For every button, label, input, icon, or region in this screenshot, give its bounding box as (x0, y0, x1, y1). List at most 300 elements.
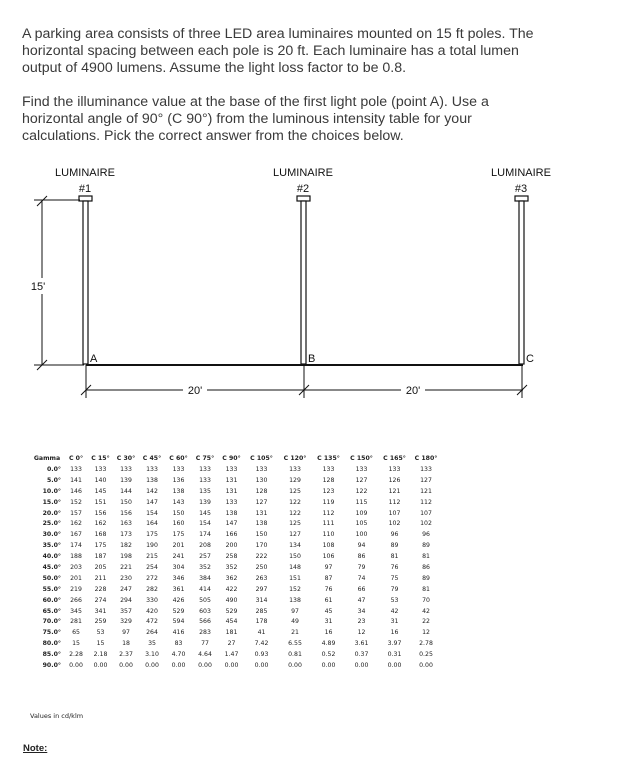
intensity-cell: 241 (172, 553, 185, 561)
intensity-cell: 352 (199, 563, 211, 571)
intensity-cell: 128 (255, 487, 268, 495)
intensity-cell: 12 (357, 629, 366, 637)
intensity-cell: 283 (199, 629, 211, 637)
intensity-cell: 133 (120, 465, 132, 473)
intensity-cell: 4.89 (321, 640, 336, 648)
intensity-cell: 42 (390, 607, 399, 615)
point-a-label: A (90, 353, 98, 365)
intensity-cell: 361 (172, 585, 185, 593)
intensity-cell: 198 (120, 553, 132, 561)
intensity-cell: 145 (94, 487, 107, 495)
table-row (30, 464, 441, 475)
intensity-cell: 4.64 (198, 651, 212, 659)
intensity-cell: 86 (422, 563, 430, 571)
intensity-cell: 0.00 (288, 661, 302, 669)
gamma-cell: 45.0° (42, 563, 61, 571)
intensity-cell: 139 (120, 476, 132, 484)
intensity-cell: 274 (94, 596, 107, 604)
intensity-cell: 203 (70, 563, 82, 571)
intensity-cell: 272 (146, 574, 158, 582)
intensity-cell: 221 (120, 563, 132, 571)
intensity-cell: 150 (172, 509, 185, 517)
intensity-cell: 41 (257, 629, 266, 637)
gamma-cell: 70.0° (42, 618, 61, 626)
intensity-cell: 144 (120, 487, 132, 495)
intensity-cell: 122 (289, 509, 301, 517)
intensity-cell: 147 (146, 498, 158, 506)
intensity-cell: 219 (70, 585, 82, 593)
intensity-cell: 122 (289, 498, 301, 506)
intensity-cell: 75 (390, 574, 399, 582)
intensity-cell: 150 (120, 498, 132, 506)
intensity-cell: 105 (355, 520, 368, 528)
intensity-cell: 81 (422, 585, 430, 593)
intensity-cell: 156 (94, 509, 107, 517)
table-row (30, 497, 441, 508)
pole-layout-diagram (0, 160, 629, 415)
intensity-cell: 2.37 (119, 651, 133, 659)
pole-3 (515, 196, 528, 364)
intensity-cell: 53 (96, 629, 105, 637)
intensity-cell: 16 (390, 629, 399, 637)
problem-line: horizontal spacing between each pole is 20 ft. Each luminaire has a total lumen (22, 43, 519, 59)
intensity-cell: 134 (289, 542, 301, 550)
intensity-cell: 7.42 (254, 640, 269, 648)
intensity-cell: 6.55 (288, 640, 302, 648)
intensity-cell: 133 (255, 465, 268, 473)
intensity-cell: 0.00 (198, 661, 212, 669)
intensity-cell: 135 (199, 487, 211, 495)
intensity-cell: 53 (390, 596, 399, 604)
luminaire-2-label: LUMINAIRE (273, 167, 333, 179)
table-row (30, 508, 441, 519)
c-angle-header: C 45° (142, 454, 162, 462)
intensity-cell: 314 (255, 596, 268, 604)
intensity-cell: 89 (422, 542, 430, 550)
intensity-cell: 31 (390, 618, 399, 626)
intensity-cell: 112 (388, 498, 401, 506)
intensity-cell: 147 (225, 520, 238, 528)
intensity-cell: 2.18 (93, 651, 108, 659)
intensity-cell: 146 (70, 487, 82, 495)
c-angle-header: C 0° (68, 454, 84, 462)
units-note: Values in cd/klm (30, 712, 84, 720)
intensity-cell: 150 (289, 553, 301, 561)
intensity-cell: 97 (324, 563, 333, 571)
intensity-cell: 76 (390, 563, 399, 571)
intensity-cell: 138 (146, 476, 158, 484)
intensity-cell: 208 (199, 542, 211, 550)
intensity-cell: 529 (172, 607, 185, 615)
luminaire-3-label: LUMINAIRE (491, 167, 551, 179)
intensity-cell: 200 (225, 542, 238, 550)
intensity-cell: 304 (172, 563, 185, 571)
intensity-cell: 603 (199, 607, 211, 615)
gamma-cell: 75.0° (42, 629, 61, 637)
intensity-cell: 263 (255, 574, 268, 582)
table-row (30, 584, 441, 595)
table-row (30, 627, 441, 638)
intensity-cell: 140 (94, 476, 107, 484)
intensity-cell: 81 (422, 553, 430, 561)
intensity-cell: 15 (96, 640, 105, 648)
c-angle-header: C 105° (250, 454, 273, 462)
intensity-cell: 131 (225, 476, 238, 484)
gamma-cell: 90.0° (42, 661, 61, 669)
intensity-cell: 3.97 (387, 640, 402, 648)
intensity-cell: 125 (289, 487, 301, 495)
intensity-cell: 112 (322, 509, 335, 517)
intensity-cell: 96 (390, 531, 399, 539)
intensity-cell: 139 (199, 498, 211, 506)
intensity-cell: 102 (388, 520, 401, 528)
intensity-cell: 164 (146, 520, 158, 528)
intensity-cell: 0.31 (387, 651, 402, 659)
intensity-cell: 129 (289, 476, 301, 484)
intensity-cell: 81 (390, 553, 399, 561)
intensity-cell: 133 (388, 465, 401, 473)
intensity-cell: 345 (70, 607, 82, 615)
intensity-cell: 0.00 (419, 661, 433, 669)
gamma-cell: 5.0° (46, 476, 61, 484)
intensity-cell: 0.00 (224, 661, 239, 669)
gamma-cell: 65.0° (42, 607, 61, 615)
intensity-cell: 47 (357, 596, 366, 604)
c-angle-header: C 180° (414, 454, 438, 462)
table-row (30, 638, 441, 649)
point-b-label: B (308, 353, 316, 365)
intensity-cell: 329 (120, 618, 132, 626)
intensity-cell: 109 (355, 509, 368, 517)
intensity-cell: 131 (255, 509, 268, 517)
intensity-cell: 12 (422, 629, 430, 637)
intensity-cell: 187 (94, 553, 107, 561)
intensity-cell: 247 (120, 585, 132, 593)
gamma-cell: 60.0° (42, 596, 61, 604)
intensity-cell: 0.00 (119, 661, 133, 669)
intensity-cell: 106 (322, 553, 335, 561)
gamma-cell: 80.0° (42, 640, 61, 648)
intensity-cell: 23 (357, 618, 366, 626)
intensity-cell: 167 (70, 531, 82, 539)
intensity-cell: 173 (120, 531, 132, 539)
intensity-cell: 330 (146, 596, 158, 604)
intensity-cell: 136 (172, 476, 185, 484)
intensity-cell: 166 (225, 531, 238, 539)
intensity-cell: 133 (199, 465, 211, 473)
problem-line: A parking area consists of three LED area luminaires mounted on 15 ft poles. The (22, 26, 534, 42)
intensity-cell: 21 (291, 629, 299, 637)
c-angle-header: C 135° (317, 454, 340, 462)
intensity-cell: 154 (146, 509, 158, 517)
intensity-cell: 112 (420, 498, 432, 506)
intensity-cell: 34 (357, 607, 366, 615)
intensity-cell: 138 (225, 509, 238, 517)
question-statement (22, 94, 612, 145)
intensity-cell: 357 (120, 607, 132, 615)
intensity-cell: 138 (255, 520, 268, 528)
question-line: Find the illuminance value at the base of the first light pole (point A). Use a (22, 94, 489, 110)
intensity-cell: 130 (255, 476, 268, 484)
intensity-cell: 162 (70, 520, 82, 528)
question-line: calculations. Pick the correct answer from the choices below. (22, 128, 404, 144)
intensity-cell: 490 (225, 596, 238, 604)
intensity-cell: 61 (324, 596, 333, 604)
intensity-cell: 97 (291, 607, 299, 615)
intensity-cell: 107 (388, 509, 401, 517)
c-angle-header: C 165° (383, 454, 406, 462)
intensity-cell: 422 (225, 585, 238, 593)
intensity-cell: 282 (146, 585, 158, 593)
intensity-cell: 111 (322, 520, 335, 528)
intensity-cell: 178 (255, 618, 268, 626)
gamma-cell: 85.0° (42, 651, 61, 659)
luminous-intensity-table (30, 452, 441, 671)
intensity-cell: 157 (70, 509, 82, 517)
table-row (30, 649, 441, 660)
intensity-cell: 127 (420, 476, 432, 484)
c-angle-header: C 60° (169, 454, 188, 462)
table-row (30, 540, 441, 551)
intensity-cell: 148 (289, 563, 301, 571)
intensity-cell: 100 (355, 531, 368, 539)
table-row (30, 616, 441, 627)
intensity-cell: 138 (172, 487, 185, 495)
c-angle-header: C 150° (350, 454, 373, 462)
intensity-cell: 97 (122, 629, 130, 637)
intensity-cell: 133 (420, 465, 432, 473)
height-label: 15' (30, 281, 46, 293)
gamma-cell: 10.0° (42, 487, 61, 495)
intensity-cell: 230 (120, 574, 132, 582)
intensity-cell: 0.00 (254, 661, 269, 669)
intensity-cell: 162 (94, 520, 107, 528)
intensity-cell: 414 (199, 585, 211, 593)
intensity-cell: 16 (324, 629, 333, 637)
c-angle-header: C 30° (116, 454, 136, 462)
intensity-cell: 259 (94, 618, 107, 626)
intensity-cell: 133 (146, 465, 158, 473)
intensity-cell: 151 (94, 498, 107, 506)
intensity-cell: 0.00 (321, 661, 336, 669)
c-angle-header: C 15° (91, 454, 110, 462)
intensity-cell: 142 (146, 487, 158, 495)
intensity-cell: 102 (420, 520, 432, 528)
intensity-cell: 472 (146, 618, 158, 626)
intensity-cell: 0.93 (254, 651, 269, 659)
intensity-cell: 175 (172, 531, 185, 539)
intensity-cell: 127 (255, 498, 268, 506)
intensity-cell: 254 (146, 563, 158, 571)
intensity-cell: 0.00 (387, 661, 402, 669)
intensity-cell: 122 (355, 487, 368, 495)
intensity-cell: 119 (322, 498, 335, 506)
intensity-cell: 65 (72, 629, 80, 637)
c-angle-header: C 75° (195, 454, 215, 462)
intensity-cell: 0.25 (419, 651, 433, 659)
intensity-cell: 150 (255, 531, 268, 539)
intensity-cell: 133 (199, 476, 211, 484)
intensity-cell: 264 (146, 629, 158, 637)
intensity-cell: 188 (70, 553, 82, 561)
intensity-cell: 174 (199, 531, 211, 539)
luminaire-1-number: #1 (78, 183, 92, 195)
intensity-cell: 152 (70, 498, 82, 506)
table-header-row (30, 452, 441, 464)
intensity-cell: 297 (255, 585, 268, 593)
question-line: horizontal angle of 90° (C 90°) from the luminous intensity table for your (22, 111, 472, 127)
intensity-cell: 168 (94, 531, 107, 539)
gamma-cell: 55.0° (42, 585, 61, 593)
table-row (30, 475, 441, 486)
intensity-cell: 3.10 (145, 651, 159, 659)
gamma-cell: 15.0° (42, 498, 61, 506)
gamma-cell: 35.0° (42, 542, 61, 550)
intensity-cell: 0.00 (145, 661, 159, 669)
intensity-cell: 362 (225, 574, 238, 582)
spacing-dimension (81, 365, 527, 398)
intensity-cell: 107 (420, 509, 432, 517)
intensity-cell: 182 (120, 542, 132, 550)
intensity-cell: 174 (70, 542, 82, 550)
intensity-cell: 94 (357, 542, 366, 550)
intensity-cell: 79 (390, 585, 399, 593)
pole-2 (297, 196, 310, 364)
intensity-cell: 266 (70, 596, 82, 604)
intensity-cell: 121 (388, 487, 401, 495)
intensity-cell: 205 (94, 563, 107, 571)
intensity-cell: 131 (225, 487, 238, 495)
intensity-cell: 2.28 (69, 651, 83, 659)
intensity-cell: 228 (94, 585, 107, 593)
table-row (30, 562, 441, 573)
intensity-cell: 123 (322, 487, 335, 495)
intensity-cell: 0.00 (171, 661, 186, 669)
intensity-cell: 0.81 (288, 651, 302, 659)
intensity-cell: 49 (291, 618, 299, 626)
intensity-cell: 77 (201, 640, 209, 648)
luminaire-2-number: #2 (296, 183, 310, 195)
intensity-cell: 74 (357, 574, 366, 582)
luminaire-3-number: #3 (514, 183, 528, 195)
intensity-cell: 145 (199, 509, 211, 517)
intensity-cell: 141 (70, 476, 82, 484)
intensity-cell: 133 (289, 465, 301, 473)
intensity-cell: 31 (324, 618, 333, 626)
intensity-cell: 294 (120, 596, 132, 604)
spacing-label-1: 20' (187, 385, 203, 397)
intensity-cell: 83 (174, 640, 183, 648)
intensity-cell: 250 (255, 563, 268, 571)
intensity-cell: 35 (148, 640, 156, 648)
intensity-cell: 127 (355, 476, 368, 484)
intensity-cell: 154 (199, 520, 211, 528)
intensity-cell: 384 (199, 574, 211, 582)
intensity-cell: 190 (146, 542, 158, 550)
intensity-cell: 22 (422, 618, 430, 626)
intensity-cell: 1.47 (224, 651, 239, 659)
intensity-cell: 3.61 (354, 640, 369, 648)
intensity-cell: 127 (289, 531, 301, 539)
intensity-cell: 133 (225, 465, 238, 473)
intensity-cell: 0.37 (354, 651, 369, 659)
intensity-cell: 529 (225, 607, 238, 615)
intensity-cell: 4.70 (171, 651, 186, 659)
point-c-label: C (526, 353, 534, 365)
intensity-cell: 454 (225, 618, 238, 626)
intensity-cell: 285 (255, 607, 268, 615)
intensity-cell: 257 (199, 553, 211, 561)
gamma-cell: 30.0° (42, 531, 61, 539)
table-row (30, 486, 441, 497)
table-row (30, 529, 441, 540)
intensity-cell: 133 (322, 465, 335, 473)
gamma-cell: 50.0° (42, 574, 61, 582)
intensity-cell: 201 (172, 542, 185, 550)
intensity-cell: 175 (146, 531, 158, 539)
intensity-cell: 258 (225, 553, 238, 561)
table-row (30, 573, 441, 584)
intensity-cell: 125 (289, 520, 301, 528)
intensity-cell: 133 (70, 465, 82, 473)
intensity-cell: 0.00 (93, 661, 108, 669)
intensity-cell: 133 (94, 465, 107, 473)
intensity-cell: 175 (94, 542, 107, 550)
intensity-cell: 281 (70, 618, 82, 626)
table-row (30, 518, 441, 529)
intensity-cell: 79 (357, 563, 366, 571)
intensity-cell: 110 (322, 531, 335, 539)
intensity-cell: 151 (289, 574, 301, 582)
table-row (30, 606, 441, 617)
problem-line: output of 4900 lumens. Assume the light loss factor to be 0.8. (22, 60, 407, 76)
intensity-cell: 133 (225, 498, 238, 506)
intensity-cell: 156 (120, 509, 132, 517)
intensity-cell: 170 (255, 542, 268, 550)
table-row (30, 551, 441, 562)
intensity-cell: 352 (225, 563, 238, 571)
gamma-cell: 40.0° (42, 553, 61, 561)
intensity-cell: 341 (94, 607, 107, 615)
intensity-cell: 96 (422, 531, 430, 539)
intensity-cell: 426 (172, 596, 185, 604)
c-angle-header: C 90° (222, 454, 241, 462)
intensity-cell: 163 (120, 520, 132, 528)
intensity-cell: 566 (199, 618, 211, 626)
gamma-cell: 25.0° (42, 520, 61, 528)
intensity-cell: 27 (227, 640, 236, 648)
intensity-cell: 128 (322, 476, 335, 484)
gamma-cell: 0.0° (46, 465, 61, 473)
pole-1 (79, 196, 92, 364)
intensity-cell: 2.78 (419, 640, 433, 648)
intensity-cell: 0.00 (69, 661, 83, 669)
intensity-cell: 133 (172, 465, 185, 473)
intensity-cell: 152 (289, 585, 301, 593)
intensity-cell: 505 (199, 596, 211, 604)
intensity-cell: 121 (420, 487, 432, 495)
c-angle-header: C 120° (283, 454, 307, 462)
intensity-cell: 89 (422, 574, 430, 582)
intensity-cell: 133 (355, 465, 368, 473)
intensity-cell: 45 (324, 607, 333, 615)
intensity-cell: 18 (122, 640, 130, 648)
intensity-cell: 15 (72, 640, 80, 648)
intensity-cell: 76 (324, 585, 333, 593)
intensity-cell: 201 (70, 574, 82, 582)
intensity-cell: 66 (357, 585, 366, 593)
spacing-label-2: 20' (405, 385, 421, 397)
